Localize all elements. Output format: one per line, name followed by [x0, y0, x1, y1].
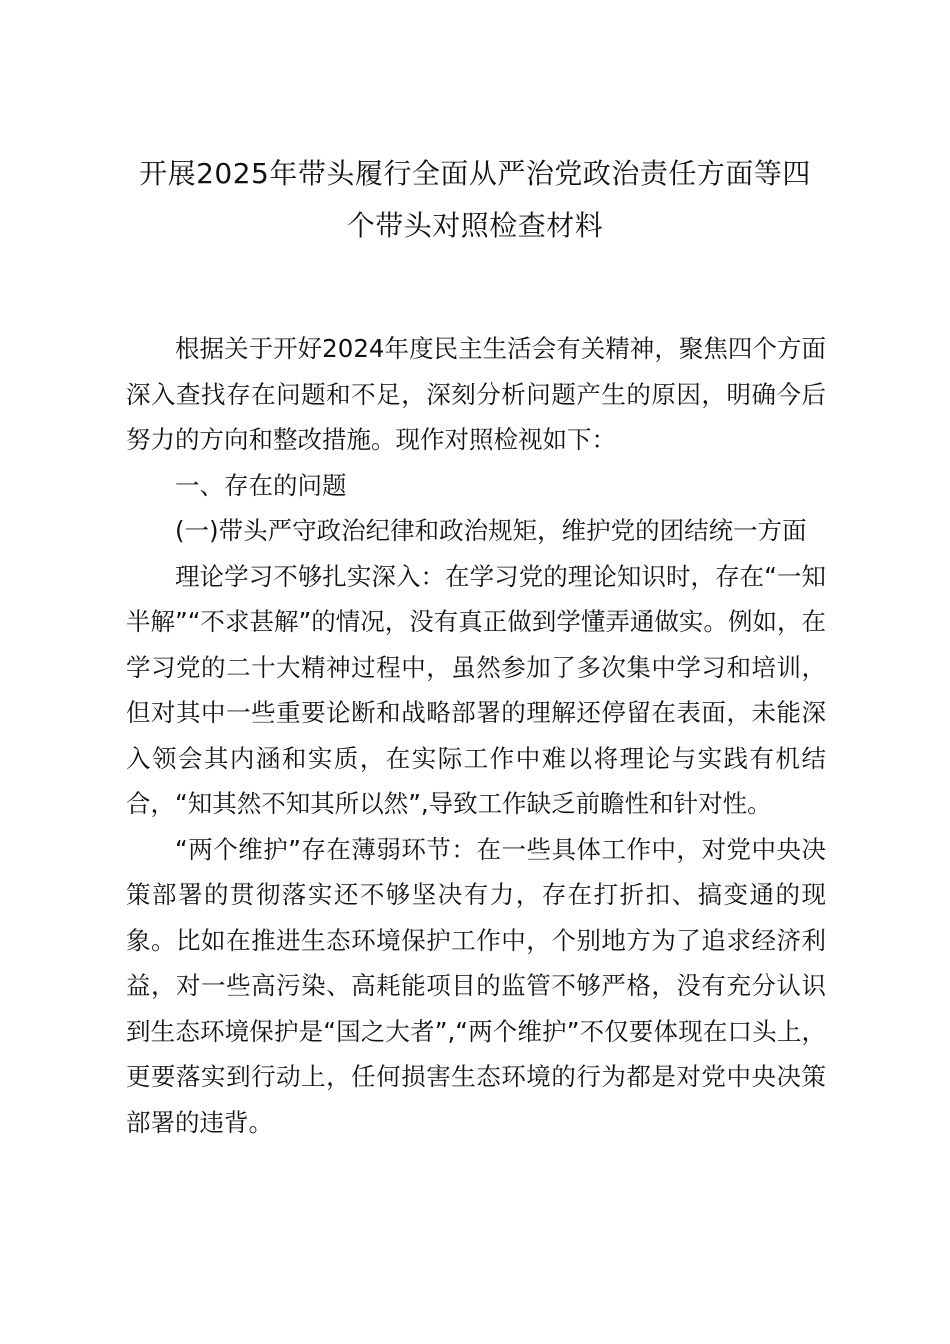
- body-paragraph-two-safeguards: “两个维护”存在薄弱环节：在一些具体工作中，对党中央决策部署的贯彻落实还不够坚决有力，存在打折扣、搞变通的现象。比如在推进生态环境保护工作中，个别地方为了追求经济利益，对一些高污染、高耗能项目的监管不够严格，没有充分认识到生态环境保护是“国之大者”,“两个维护”不仅要体现在口头上，更要落实到行动上，任何损害生态环境的行为都是对党中央决策部署的违背。: [126, 834, 826, 1137]
- subsection-heading-1: (一)带头严守政治纪律和政治规矩，维护党的团结统一方面: [175, 516, 807, 545]
- body-paragraph-theory-study: 理论学习不够扎实深入：在学习党的理论知识时，存在“一知半解”“不求甚解”的情况，没有真正做到学懂弄通做实。例如，在学习党的二十大精神过程中，虽然参加了多次集中学习和培训，但对其中一些重要论断和战略部署的理解还停留在表面，未能深入领会其内涵和实质，在实际工作中难以将理论与实践有机结合，“知其然不知其所以然”,导致工作缺乏前瞻性和针对性。: [126, 561, 826, 818]
- intro-paragraph: 根据关于开好2024年度民主生活会有关精神，聚焦四个方面深入查找存在问题和不足，深刻分析问题产生的原因，明确今后努力的方向和整改措施。现作对照检视如下：: [126, 334, 826, 454]
- title-line-1: 开展2025年带头履行全面从严治党政治责任方面等四: [139, 157, 811, 190]
- section-heading-problems: 一、存在的问题: [175, 470, 347, 500]
- title-line-2: 个带头对照检查材料: [346, 209, 604, 242]
- document-title: [120, 148, 830, 252]
- document-body: [126, 326, 826, 1145]
